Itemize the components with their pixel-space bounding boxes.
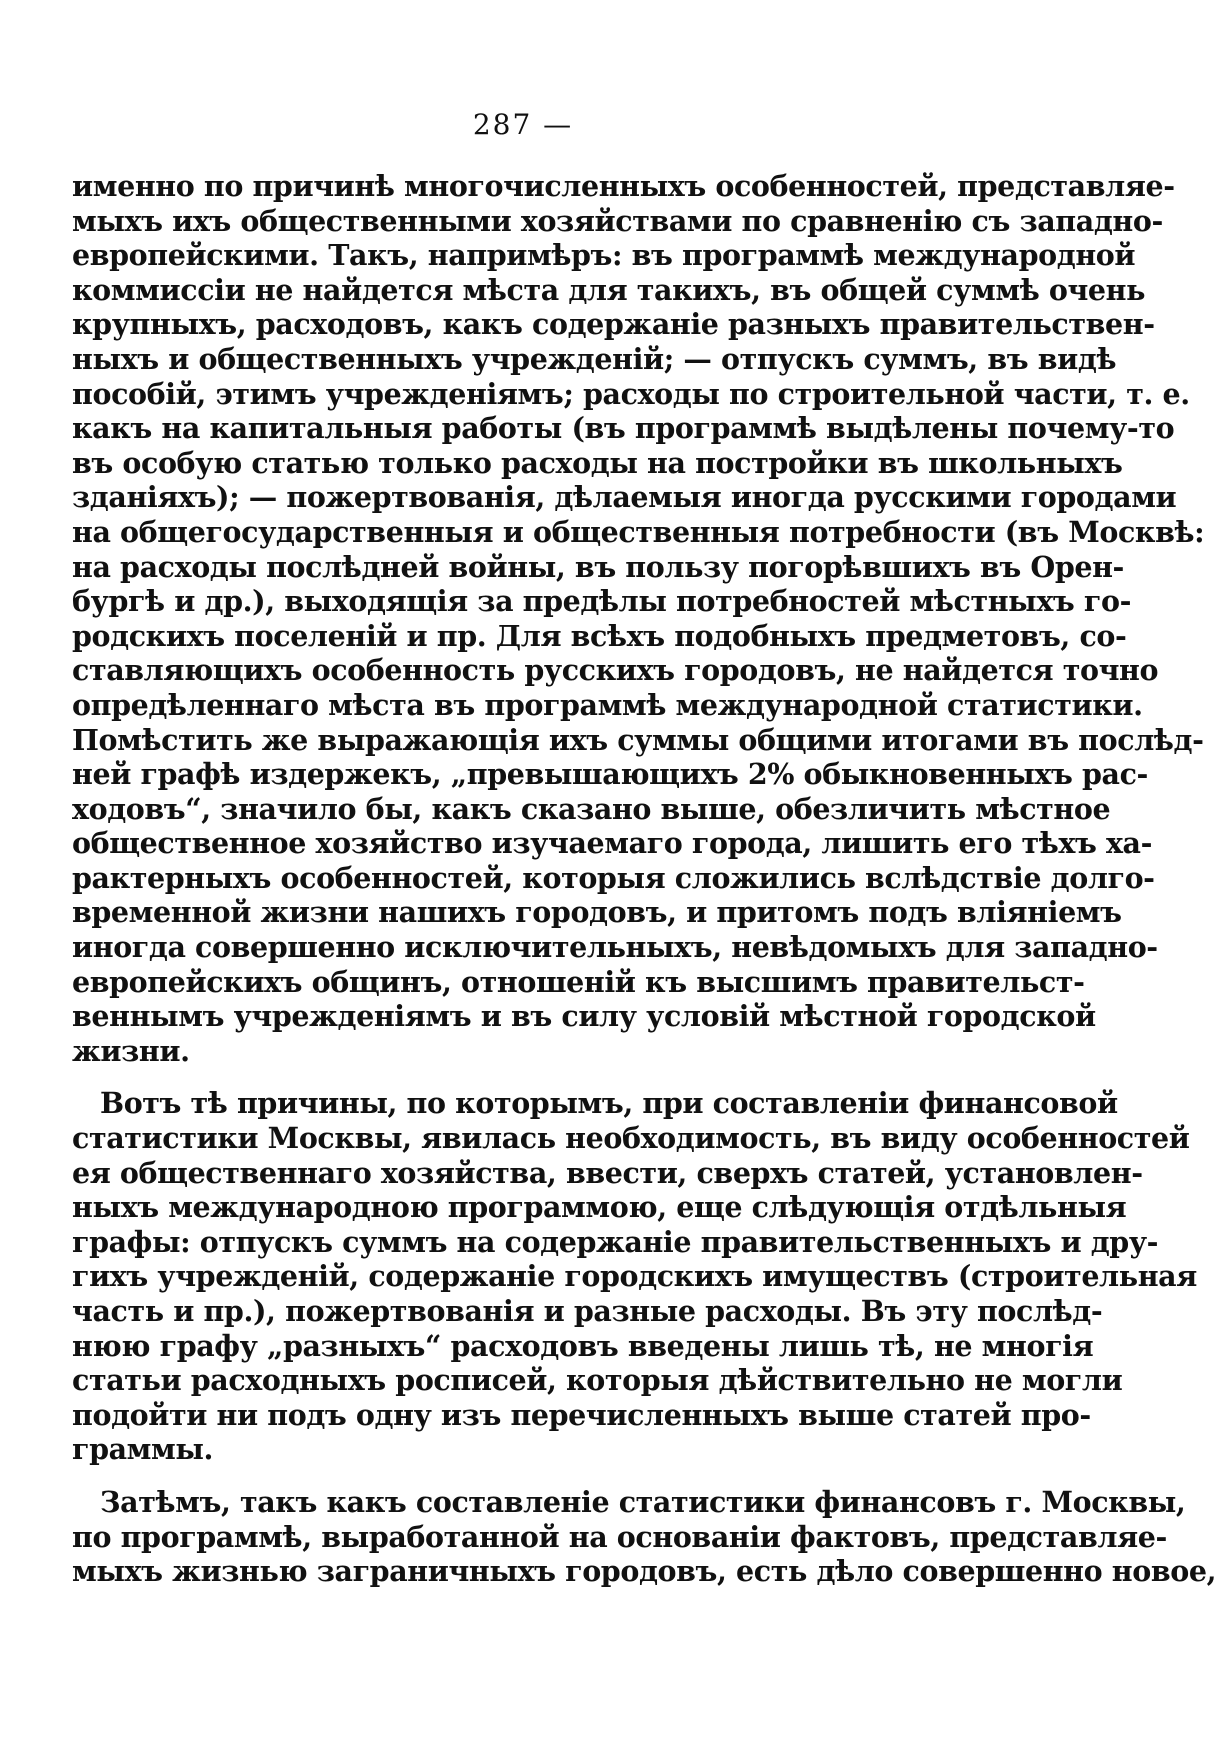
text-line: гихъ учрежденій, содержаніе городскихъ имуществъ (строительная (72, 1259, 1197, 1294)
text-line: мыхъ ихъ общественными хозяйствами по сравненію съ западно- (72, 203, 1163, 238)
text-line: мыхъ жизнью заграничныхъ городовъ, есть дѣло совершенно новое, (72, 1554, 1216, 1589)
text-line: нюю графу „разныхъ“ расходовъ введены лишь тѣ, не многія (72, 1328, 1094, 1363)
paragraph (72, 1484, 1216, 1589)
text-line: на общегосударственныя и общественныя потребности (въ Москвѣ: (72, 514, 1205, 549)
text-line: подойти ни подъ одну изъ перечисленныхъ выше статей про- (72, 1397, 1091, 1432)
text-line: по программѣ, выработанной на основаніи фактовъ, представляе- (72, 1519, 1167, 1554)
paragraph (72, 1086, 1197, 1467)
text-line: ныхъ международною программою, еще слѣдующія отдѣльныя (72, 1190, 1127, 1225)
text-line: коммиссіи не найдется мѣста для такихъ, въ общей суммѣ очень (72, 272, 1146, 307)
text-line: ходовъ“, значило бы, какъ сказано выше, обезличить мѣстное (72, 791, 1111, 826)
text-line: на расходы послѣдней войны, въ пользу погорѣвшихъ въ Орен- (72, 549, 1124, 584)
text-line: графы: отпускъ суммъ на содержаніе правительственныхъ и дру- (72, 1224, 1159, 1259)
text-line: общественное хозяйство изучаемаго города, лишить его тѣхъ ха- (72, 826, 1153, 861)
text-line: опредѣленнаго мѣста въ программѣ международной статистики. (72, 687, 1143, 722)
text-line: Помѣстить же выражающія ихъ суммы общими итогами въ послѣд- (72, 722, 1204, 757)
text-line: пособій, этимъ учрежденіямъ; расходы по строительной части, т. е. (72, 376, 1190, 411)
text-line: ея общественнаго хозяйства, ввести, сверхъ статей, установлен- (72, 1155, 1143, 1190)
text-line: именно по причинѣ многочисленныхъ особенностей, представляе- (72, 169, 1175, 203)
paragraph (72, 169, 1205, 1068)
text-line: жизни. (72, 1033, 190, 1068)
text-line: иногда совершенно исключительныхъ, невѣдомыхъ для западно- (72, 930, 1158, 965)
text-line: Затѣмъ, такъ какъ составленіе статистики финансовъ г. Москвы, (100, 1484, 1186, 1519)
text-line: ней графѣ издержекъ, „превышающихъ 2% обыкновенныхъ рас- (72, 757, 1148, 792)
text-line: ставляющихъ особенность русскихъ городовъ, не найдется точно (72, 653, 1159, 688)
text-line: веннымъ учрежденіямъ и въ силу условій мѣстной городской (72, 999, 1096, 1034)
text-line: статистики Москвы, явилась необходимость, въ виду особенностей (72, 1121, 1190, 1156)
text-line: какъ на капитальныя работы (въ программѣ выдѣлены почему-то (72, 411, 1175, 446)
text-line: бургѣ и др.), выходящія за предѣлы потребностей мѣстныхъ го- (72, 584, 1132, 619)
text-line: Вотъ тѣ причины, по которымъ, при составленіи финансовой (100, 1086, 1118, 1121)
text-line: граммы. (72, 1432, 214, 1467)
text-line: рактерныхъ особенностей, которыя сложились вслѣдствіе долго- (72, 860, 1155, 895)
text-line: зданіяхъ); — пожертвованія, дѣлаемыя иногда русскими городами (72, 480, 1177, 515)
text-line: статьи расходныхъ росписей, которыя дѣйствительно не могли (72, 1363, 1123, 1398)
book-page (72, 108, 1216, 1607)
text-line: ныхъ и общественныхъ учрежденій; — отпускъ суммъ, въ видѣ (72, 341, 1117, 376)
text-line: часть и пр.), пожертвованія и разные расходы. Въ эту послѣд- (72, 1294, 1103, 1328)
text-line: временной жизни нашихъ городовъ, и притомъ подъ вліяніемъ (72, 895, 1122, 930)
text-line: родскихъ поселеній и пр. Для всѣхъ подобныхъ предметовъ, со- (72, 618, 1127, 653)
text-line: въ особую статью только расходы на постройки въ школьныхъ (72, 445, 1123, 480)
page-number: 287 — (472, 108, 574, 141)
page-text (72, 169, 1216, 1589)
text-line: европейскихъ общинъ, отношеній къ высшимъ правительст- (72, 964, 1085, 999)
text-line: крупныхъ, расходовъ, какъ содержаніе разныхъ правительствен- (72, 307, 1155, 342)
text-line: европейскими. Такъ, напримѣръ: въ программѣ международной (72, 238, 1136, 273)
